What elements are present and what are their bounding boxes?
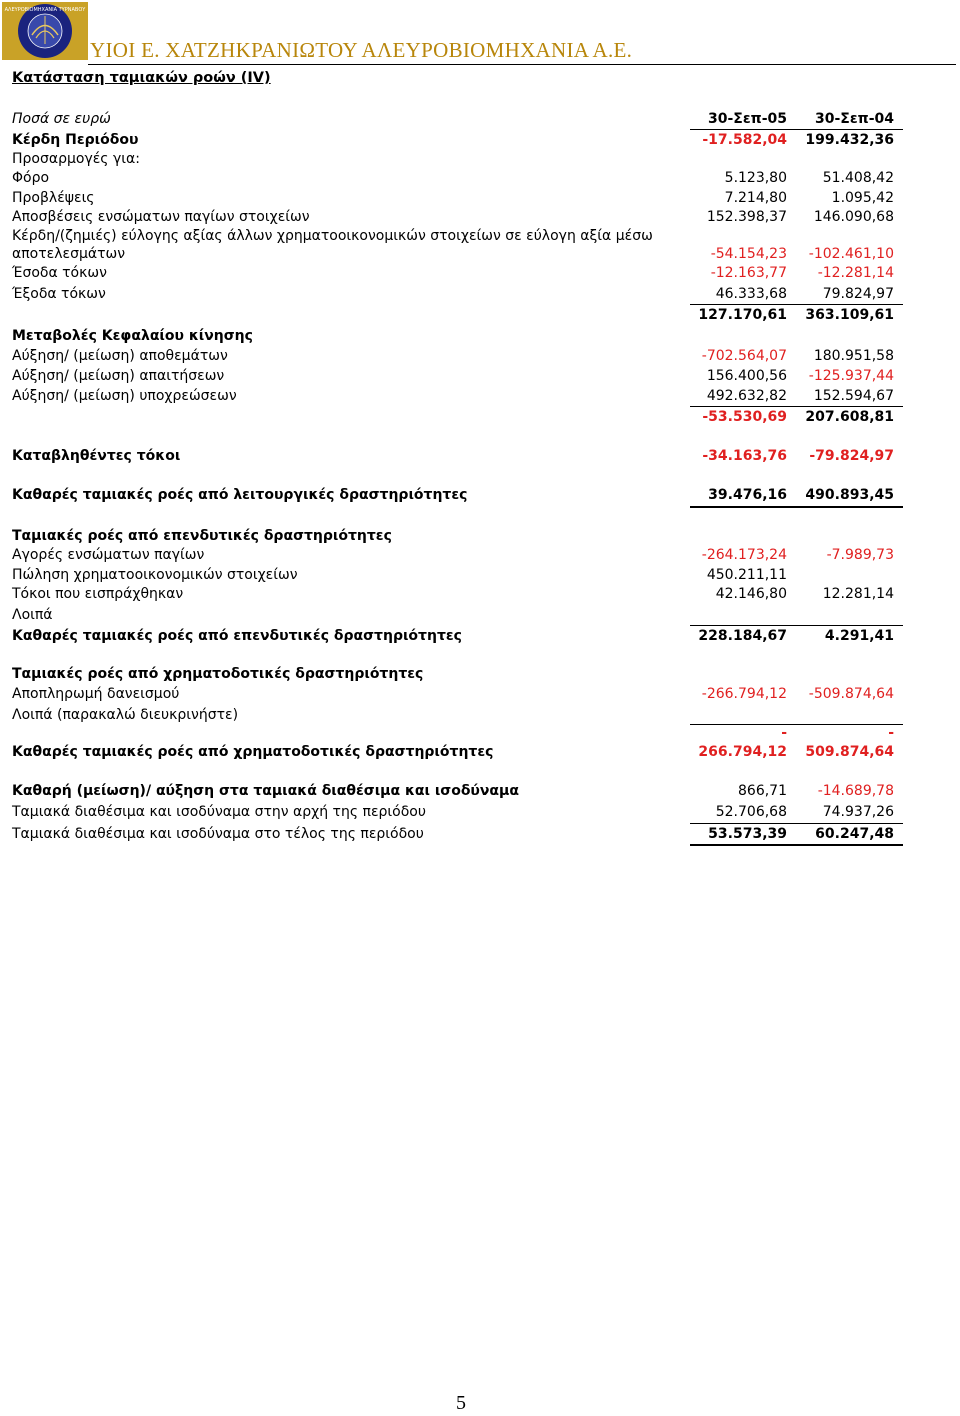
page-header <box>0 0 960 66</box>
row-value-2005: 46.333,68 <box>715 286 787 302</box>
row-value-2004: 199.432,36 <box>805 132 894 148</box>
row-label: Ταμιακά διαθέσιμα και ισοδύναμα στο τέλος της περιόδου <box>12 826 424 842</box>
row-value-2004: -12.281,14 <box>817 265 894 281</box>
header-divider <box>88 64 956 65</box>
subtotal-row <box>0 307 960 327</box>
row-label: Αύξηση/ (μείωση) υποχρεώσεων <box>12 388 237 404</box>
row-value-2005: 7.214,80 <box>724 190 787 206</box>
row-value-2004: 60.247,48 <box>815 826 894 842</box>
row-value-2004: -79.824,97 <box>809 448 894 464</box>
row-value-2004: -102.461,10 <box>808 246 894 262</box>
total-underline <box>690 844 903 846</box>
row-value-2004: 51.408,42 <box>822 170 894 186</box>
table-row <box>0 228 960 248</box>
row-value-2005: 5.123,80 <box>724 170 787 186</box>
logo-text: ΑΛΕΥΡΟΒΙΟΜΗΧΑΝΙΑ ΤΥΡΝΑΒΟΥ <box>4 7 86 13</box>
total-underline <box>690 506 903 508</box>
row-value-2005: 53.573,39 <box>708 826 787 842</box>
row-label: Τόκοι που εισπράχθηκαν <box>12 586 184 602</box>
row-value-2004: -509.874,64 <box>808 686 894 702</box>
section-heading-row <box>0 666 960 686</box>
row-value-2004: -14.689,78 <box>817 783 894 799</box>
row-label: Ταμιακά διαθέσιμα και ισοδύναμα στην αρχή της περιόδου <box>12 804 426 820</box>
section-heading-row <box>0 328 960 348</box>
column-header-row <box>0 111 960 131</box>
row-label: Αγορές ενσώματων παγίων <box>12 547 205 563</box>
company-logo <box>2 2 88 60</box>
row-value-2005: -34.163,76 <box>702 448 787 464</box>
row-label: Καθαρές ταμιακές ροές από λειτουργικές δραστηριότητες <box>12 487 468 503</box>
table-row <box>0 686 960 706</box>
row-label: αποτελεσμάτων <box>12 246 126 262</box>
row-value-2005: 152.398,37 <box>706 209 787 225</box>
row-value-2004: 4.291,41 <box>824 628 894 644</box>
table-row <box>0 448 960 468</box>
row-value-2004: 152.594,67 <box>813 388 894 404</box>
subtotal-row <box>0 409 960 429</box>
row-label: Αποπληρωμή δανεισμού <box>12 686 180 702</box>
row-label: Αποσβέσεις ενσώματων παγίων στοιχείων <box>12 209 310 225</box>
table-row <box>0 132 960 152</box>
table-row <box>0 547 960 567</box>
row-value-2005: 866,71 <box>738 783 787 799</box>
row-label: Φόρο <box>12 170 50 186</box>
row-value-2004: 79.824,97 <box>822 286 894 302</box>
row-label: Αύξηση/ (μείωση) αποθεμάτων <box>12 348 228 364</box>
row-value-2004: 146.090,68 <box>813 209 894 225</box>
total-row <box>0 744 960 764</box>
row-value-2005: -54.154,23 <box>710 246 787 262</box>
total-row <box>0 487 960 507</box>
row-value-2005: 266.794,12 <box>698 744 787 760</box>
row-value-2004: 509.874,64 <box>805 744 894 760</box>
table-row <box>0 725 960 745</box>
row-label: Προβλέψεις <box>12 190 95 206</box>
table-row <box>0 190 960 210</box>
row-label: Αύξηση/ (μείωση) απαιτήσεων <box>12 368 225 384</box>
table-row <box>0 388 960 408</box>
row-value-2004: 1.095,42 <box>831 190 894 206</box>
report-title: Κατάσταση ταμιακών ροών (IV) <box>12 70 271 86</box>
table-row <box>0 804 960 824</box>
row-value-2005: -264.173,24 <box>701 547 787 563</box>
row-label: Κέρδη/(ζημιές) εύλογης αξίας άλλων χρηματοοικονομικών στοιχείων σε εύλογη αξία μέσω <box>12 228 653 244</box>
subtotal-line <box>690 625 903 626</box>
row-value-2004: 490.893,45 <box>805 487 894 503</box>
row-label: Λοιπά <box>12 607 53 623</box>
row-label: Καθαρές ταμιακές ροές από επενδυτικές δραστηριότητες <box>12 628 462 644</box>
row-value-2005: 52.706,68 <box>715 804 787 820</box>
row-value-2005: 156.400,56 <box>706 368 787 384</box>
subtotal-line <box>690 304 903 305</box>
row-label: Λοιπά (παρακαλώ διευκρινήστε) <box>12 707 239 723</box>
row-value-2004: 12.281,14 <box>822 586 894 602</box>
table-row <box>0 567 960 587</box>
row-value-2005: 39.476,16 <box>708 487 787 503</box>
row-label: Καταβληθέντες τόκοι <box>12 448 181 464</box>
total-row <box>0 628 960 648</box>
row-label: Κέρδη Περιόδου <box>12 132 139 148</box>
subtotal-line <box>690 823 903 824</box>
header-underline <box>690 129 903 130</box>
section-heading: Ταμιακές ροές από επενδυτικές δραστηριότητες <box>12 528 392 544</box>
row-value-2005: 228.184,67 <box>698 628 787 644</box>
table-row <box>0 368 960 388</box>
subtotal-value-2005: -53.530,69 <box>702 409 787 425</box>
subtotal-line <box>690 406 903 407</box>
row-value-2005: -12.163,77 <box>710 265 787 281</box>
row-value-2004: -125.937,44 <box>808 368 894 384</box>
currency-label: Ποσά σε ευρώ <box>12 111 111 127</box>
table-row <box>0 151 960 171</box>
table-row <box>0 286 960 306</box>
table-row <box>0 783 960 803</box>
total-row <box>0 826 960 846</box>
page-number: 5 <box>456 1392 466 1414</box>
subtotal-value-2004: 207.608,81 <box>805 409 894 425</box>
row-value-2004: - <box>888 725 894 741</box>
table-row <box>0 348 960 368</box>
row-label: Καθαρή (μείωση)/ αύξηση στα ταμιακά διαθέσιμα και ισοδύναμα <box>12 783 519 799</box>
row-value-2004: 180.951,58 <box>813 348 894 364</box>
row-value-2005: 42.146,80 <box>715 586 787 602</box>
row-label: Πώληση χρηματοοικονομικών στοιχείων <box>12 567 298 583</box>
row-value-2005: - <box>781 725 787 741</box>
table-row <box>0 586 960 606</box>
row-label: Έξοδα τόκων <box>12 286 106 302</box>
table-row <box>0 246 960 266</box>
table-row <box>0 265 960 285</box>
row-value-2005: -266.794,12 <box>701 686 787 702</box>
column-header-2005: 30-Σεπ-05 <box>707 111 787 127</box>
row-label: Έσοδα τόκων <box>12 265 107 281</box>
section-heading-row <box>0 528 960 548</box>
section-heading: Μεταβολές Κεφαλαίου κίνησης <box>12 328 253 344</box>
row-value-2004: 74.937,26 <box>822 804 894 820</box>
subtotal-value-2005: 127.170,61 <box>698 307 787 323</box>
column-header-2004: 30-Σεπ-04 <box>814 111 894 127</box>
row-value-2005: 450.211,11 <box>706 567 787 583</box>
row-label: Προσαρμογές για: <box>12 151 140 167</box>
row-value-2005: 492.632,82 <box>706 388 787 404</box>
subtotal-value-2004: 363.109,61 <box>805 307 894 323</box>
company-name: ΥΙΟΙ Ε. ΧΑΤΖΗΚΡΑΝΙΩΤΟΥ ΑΛΕΥΡΟΒΙΟΜΗΧΑΝΙΑ Α.Ε. <box>90 38 633 62</box>
table-row <box>0 209 960 229</box>
table-row <box>0 607 960 627</box>
row-value-2004: -7.989,73 <box>826 547 894 563</box>
row-value-2005: -702.564,07 <box>701 348 787 364</box>
table-row <box>0 170 960 190</box>
row-label: Καθαρές ταμιακές ροές από χρηματοδοτικές δραστηριότητες <box>12 744 494 760</box>
row-value-2005: -17.582,04 <box>702 132 787 148</box>
section-heading: Ταμιακές ροές από χρηματοδοτικές δραστηριότητες <box>12 666 424 682</box>
